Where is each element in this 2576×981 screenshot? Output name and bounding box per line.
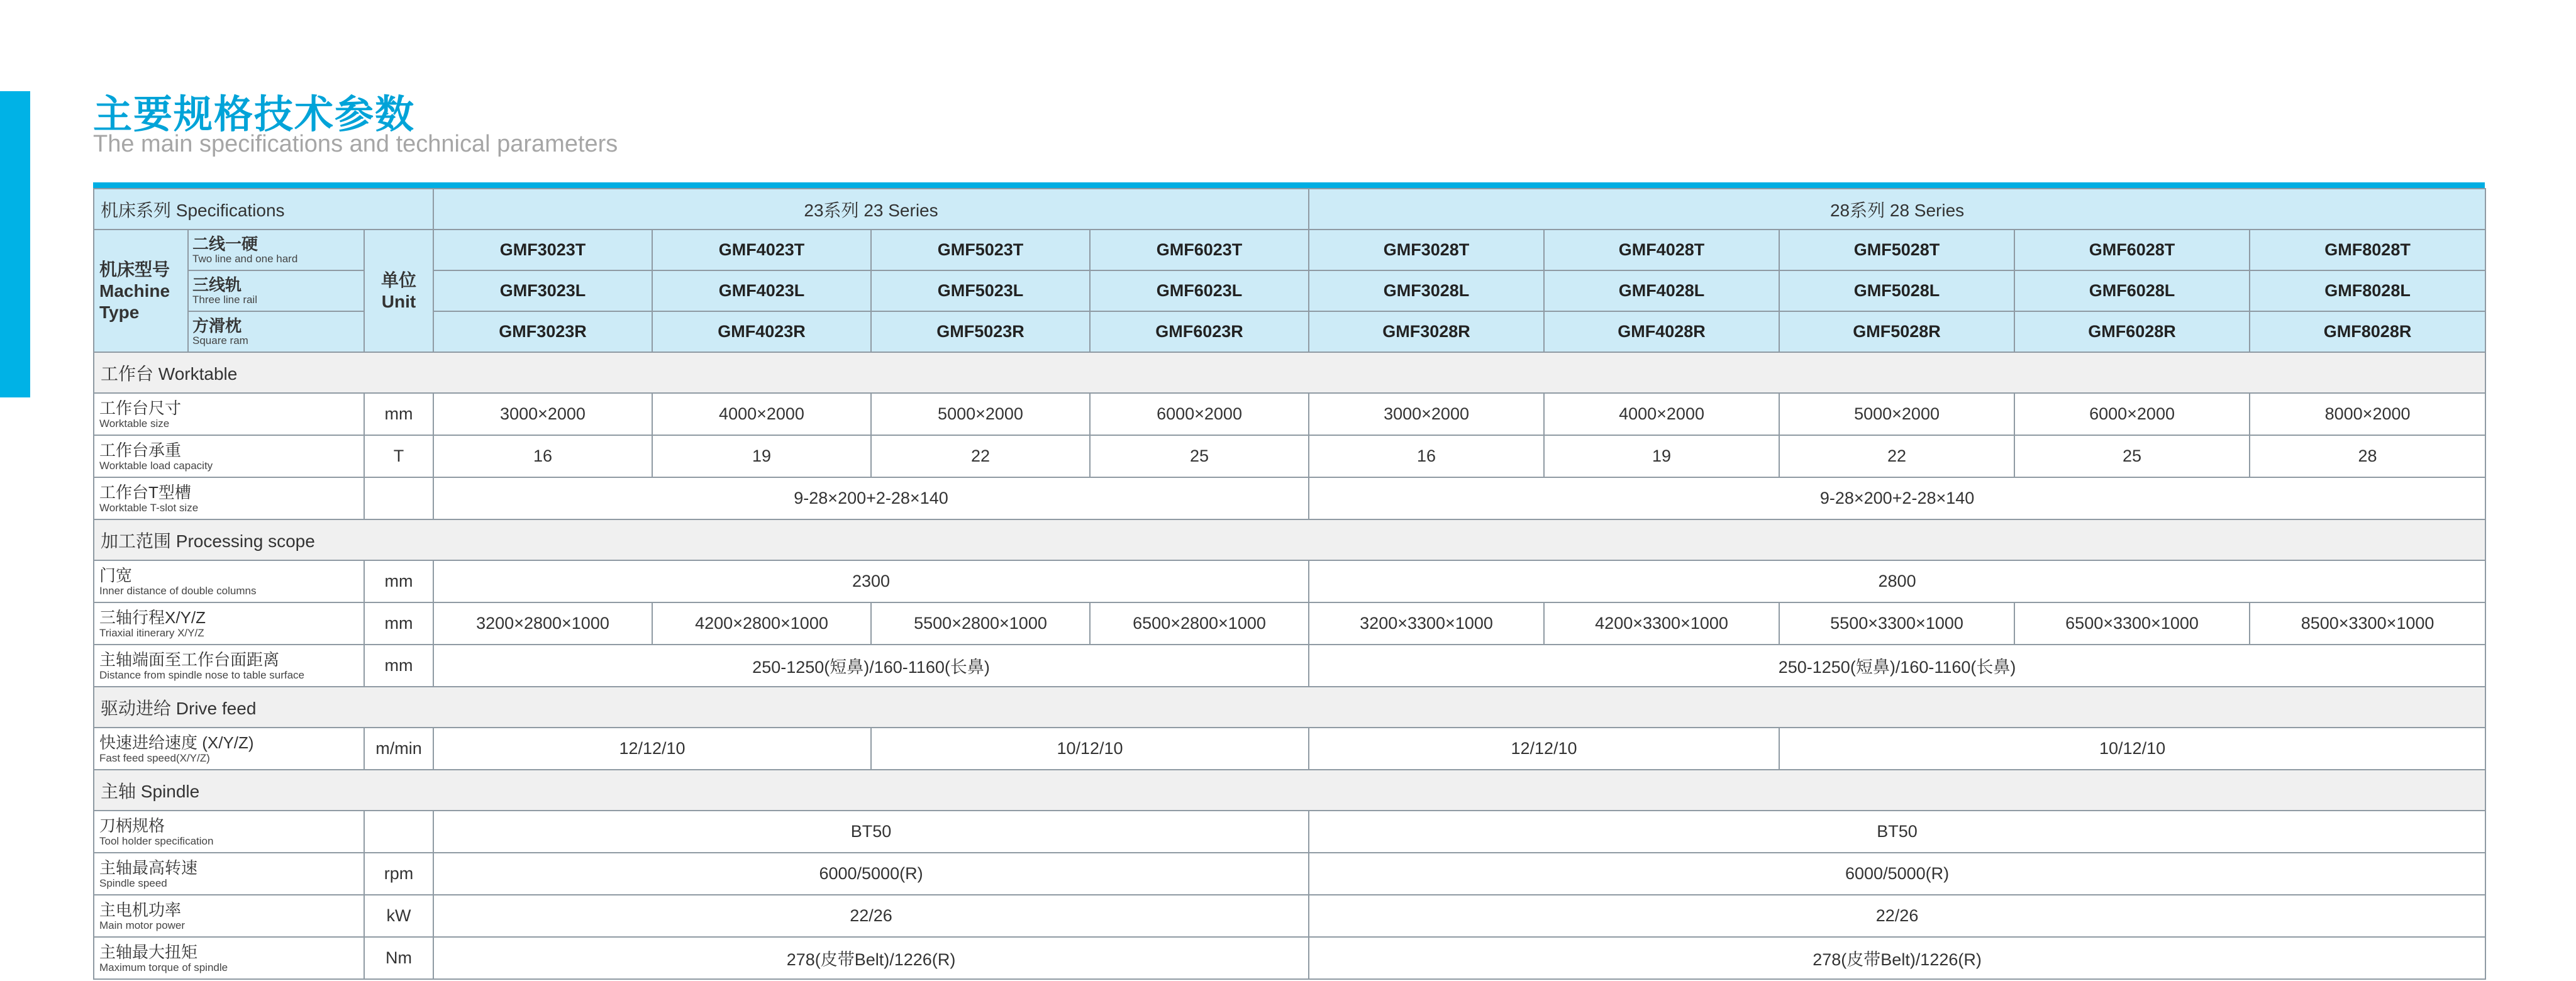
spec-header-label: 机床系列 Specifications — [94, 189, 433, 230]
page-title: 主要规格技术参数 — [93, 91, 416, 137]
model-cell: GMF4028R — [1544, 311, 1779, 352]
value-cell-23-series: 278(皮带Belt)/1226(R) — [433, 937, 1309, 979]
row-label: 工作台承重 Worktable load capacity — [94, 435, 364, 477]
value-cell-23-series: 22/26 — [433, 895, 1309, 937]
row-label: 工作台尺寸 Worktable size — [94, 393, 364, 435]
model-cell: GMF3023T — [433, 230, 652, 270]
value-cell: 19 — [1544, 435, 1779, 477]
value-cell: 10/12/10 — [871, 728, 1309, 770]
value-cell: 22 — [871, 435, 1090, 477]
model-cell: GMF3028L — [1309, 270, 1544, 311]
row-label: 主轴最大扭矩 Maximum torque of spindle — [94, 937, 364, 979]
value-cell: 28 — [2250, 435, 2485, 477]
unit-cell: mm — [364, 393, 433, 435]
model-cell: GMF3028R — [1309, 311, 1544, 352]
value-cell: 3000×2000 — [433, 393, 652, 435]
unit-header: 单位 Unit — [364, 230, 433, 352]
unit-cell: m/min — [364, 728, 433, 770]
section-drive-feed: 驱动进给 Drive feed — [94, 687, 2485, 728]
value-cell: 19 — [652, 435, 871, 477]
unit-cell: mm — [364, 602, 433, 645]
value-cell: 8000×2000 — [2250, 393, 2485, 435]
machine-type-label: 机床型号 Machine Type — [94, 230, 188, 352]
model-cell: GMF5028R — [1779, 311, 2014, 352]
table-top-rule — [93, 182, 2485, 188]
model-cell: GMF6028T — [2014, 230, 2250, 270]
model-cell: GMF6023R — [1090, 311, 1309, 352]
unit-cell: Nm — [364, 937, 433, 979]
value-cell: 4000×2000 — [1544, 393, 1779, 435]
series-23-header: 23系列 23 Series — [433, 189, 1309, 230]
page-subtitle: The main specifications and technical parameters — [93, 131, 618, 157]
unit-cell: kW — [364, 895, 433, 937]
model-cell: GMF5023L — [871, 270, 1090, 311]
spec-table — [93, 188, 2486, 980]
row-label: 主电机功率 Main motor power — [94, 895, 364, 937]
value-cell: 25 — [2014, 435, 2250, 477]
model-cell: GMF4023L — [652, 270, 871, 311]
value-cell-23-series: 9-28×200+2-28×140 — [433, 477, 1309, 519]
model-cell: GMF5023R — [871, 311, 1090, 352]
value-cell-28-series: 250-1250(短鼻)/160-1160(长鼻) — [1309, 645, 2485, 687]
value-cell: 5000×2000 — [871, 393, 1090, 435]
model-cell: GMF8028R — [2250, 311, 2485, 352]
value-cell: 6000×2000 — [2014, 393, 2250, 435]
row-label: 三轴行程X/Y/Z Triaxial itinerary X/Y/Z — [94, 602, 364, 645]
model-cell: GMF3028T — [1309, 230, 1544, 270]
value-cell: 10/12/10 — [1779, 728, 2485, 770]
series-28-header: 28系列 28 Series — [1309, 189, 2485, 230]
value-cell: 4200×3300×1000 — [1544, 602, 1779, 645]
model-cell: GMF6028L — [2014, 270, 2250, 311]
value-cell: 6500×2800×1000 — [1090, 602, 1309, 645]
section-spindle: 主轴 Spindle — [94, 770, 2485, 811]
unit-cell: mm — [364, 645, 433, 687]
value-cell: 16 — [1309, 435, 1544, 477]
model-cell: GMF4023T — [652, 230, 871, 270]
value-cell: 5500×3300×1000 — [1779, 602, 2014, 645]
value-cell: 5000×2000 — [1779, 393, 2014, 435]
value-cell: 16 — [433, 435, 652, 477]
row-label: 门宽 Inner distance of double columns — [94, 560, 364, 602]
value-cell-23-series: BT50 — [433, 811, 1309, 853]
value-cell: 12/12/10 — [433, 728, 871, 770]
value-cell: 3200×2800×1000 — [433, 602, 652, 645]
value-cell: 5500×2800×1000 — [871, 602, 1090, 645]
model-cell: GMF6023L — [1090, 270, 1309, 311]
value-cell-23-series: 6000/5000(R) — [433, 853, 1309, 895]
value-cell: 3000×2000 — [1309, 393, 1544, 435]
value-cell-28-series: 6000/5000(R) — [1309, 853, 2485, 895]
unit-cell — [364, 811, 433, 853]
value-cell-28-series: BT50 — [1309, 811, 2485, 853]
model-cell: GMF6023T — [1090, 230, 1309, 270]
model-cell: GMF4028T — [1544, 230, 1779, 270]
value-cell: 4000×2000 — [652, 393, 871, 435]
value-cell-28-series: 2800 — [1309, 560, 2485, 602]
section-processing: 加工范围 Processing scope — [94, 519, 2485, 560]
unit-cell: mm — [364, 560, 433, 602]
model-cell: GMF4028L — [1544, 270, 1779, 311]
model-cell: GMF5023T — [871, 230, 1090, 270]
value-cell: 3200×3300×1000 — [1309, 602, 1544, 645]
model-cell: GMF8028L — [2250, 270, 2485, 311]
row-label: 工作台T型槽 Worktable T-slot size — [94, 477, 364, 519]
value-cell-28-series: 278(皮带Belt)/1226(R) — [1309, 937, 2485, 979]
value-cell: 4200×2800×1000 — [652, 602, 871, 645]
value-cell: 22 — [1779, 435, 2014, 477]
rail-type-two-line: 二线一硬 Two line and one hard — [188, 230, 364, 270]
value-cell-28-series: 22/26 — [1309, 895, 2485, 937]
side-accent-bar — [0, 91, 30, 397]
value-cell: 8500×3300×1000 — [2250, 602, 2485, 645]
value-cell: 25 — [1090, 435, 1309, 477]
rail-type-square-ram: 方滑枕 Square ram — [188, 311, 364, 352]
model-cell: GMF8028T — [2250, 230, 2485, 270]
unit-cell: rpm — [364, 853, 433, 895]
model-cell: GMF5028L — [1779, 270, 2014, 311]
value-cell: 6000×2000 — [1090, 393, 1309, 435]
row-label: 主轴最高转速 Spindle speed — [94, 853, 364, 895]
row-label: 快速进给速度 (X/Y/Z) Fast feed speed(X/Y/Z) — [94, 728, 364, 770]
model-cell: GMF5028T — [1779, 230, 2014, 270]
unit-cell — [364, 477, 433, 519]
model-cell: GMF4023R — [652, 311, 871, 352]
model-cell: GMF6028R — [2014, 311, 2250, 352]
row-label: 主轴端面至工作台面距离 Distance from spindle nose to table surface — [94, 645, 364, 687]
value-cell-28-series: 9-28×200+2-28×140 — [1309, 477, 2485, 519]
row-label: 刀柄规格 Tool holder specification — [94, 811, 364, 853]
value-cell: 12/12/10 — [1309, 728, 1779, 770]
model-cell: GMF3023R — [433, 311, 652, 352]
model-cell: GMF3023L — [433, 270, 652, 311]
section-worktable: 工作台 Worktable — [94, 352, 2485, 393]
rail-type-three-line: 三线轨 Three line rail — [188, 270, 364, 311]
value-cell-23-series: 2300 — [433, 560, 1309, 602]
value-cell: 6500×3300×1000 — [2014, 602, 2250, 645]
value-cell-23-series: 250-1250(短鼻)/160-1160(长鼻) — [433, 645, 1309, 687]
unit-cell: T — [364, 435, 433, 477]
